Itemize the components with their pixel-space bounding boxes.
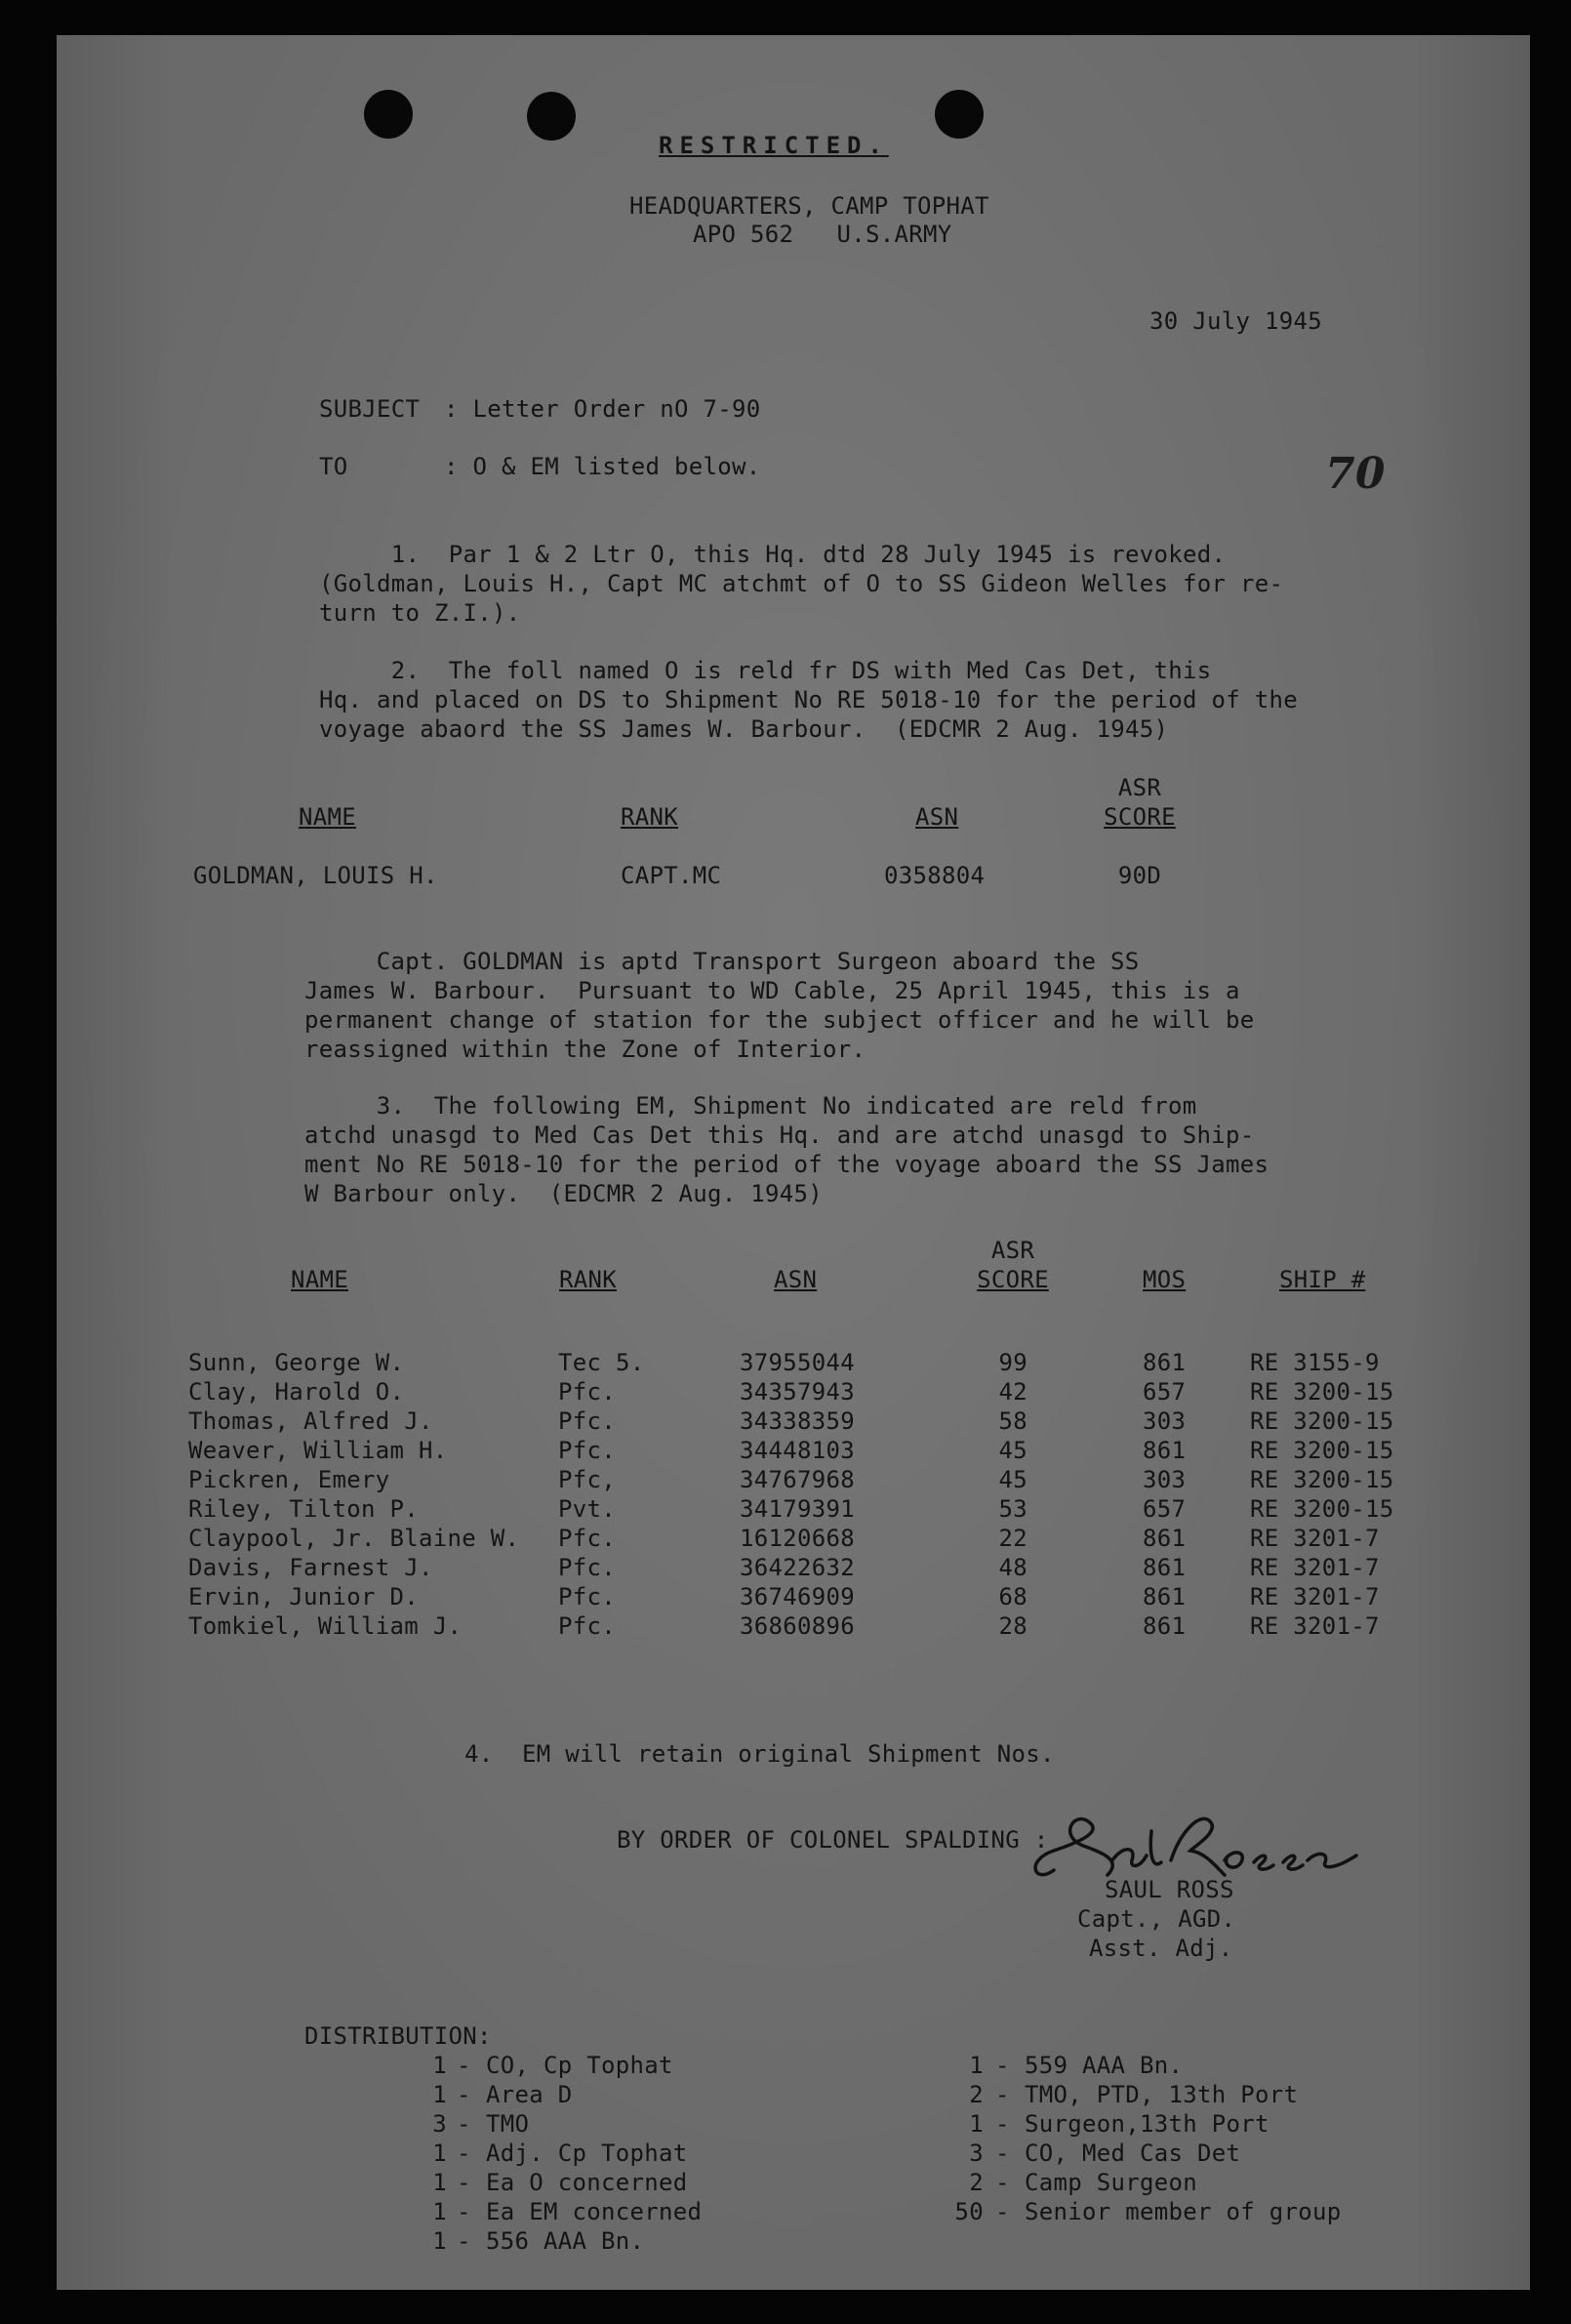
distribution-qty: 3 bbox=[432, 2110, 447, 2138]
column-header-mos: MOS bbox=[1143, 1266, 1187, 1293]
document-date: 30 July 1945 bbox=[1149, 307, 1322, 335]
enlisted-mos: 303 bbox=[1143, 1407, 1187, 1435]
classification-marking: RESTRICTED. bbox=[659, 132, 889, 159]
distribution-dash: - bbox=[995, 2081, 1010, 2108]
enlisted-name: Davis, Farnest J. bbox=[188, 1554, 433, 1581]
enlisted-name: Sunn, George W. bbox=[188, 1349, 405, 1376]
subject-value: : Letter Order nO 7-90 bbox=[444, 395, 761, 423]
enlisted-mos: 303 bbox=[1143, 1466, 1187, 1493]
column-header-asn: ASN bbox=[774, 1266, 818, 1293]
enlisted-asn: 34448103 bbox=[740, 1437, 855, 1464]
distribution-item: CO, Med Cas Det bbox=[1025, 2140, 1241, 2167]
distribution-qty: 2 bbox=[969, 2081, 984, 2108]
distribution-dash: - bbox=[457, 2110, 471, 2138]
distribution-dash: - bbox=[457, 2227, 471, 2255]
subject-label: SUBJECT bbox=[319, 395, 421, 423]
column-header-ship: SHIP # bbox=[1279, 1266, 1366, 1293]
enlisted-asr: 68 bbox=[998, 1583, 1027, 1610]
distribution-qty: 1 bbox=[969, 2052, 984, 2079]
enlisted-rank: Pfc. bbox=[558, 1437, 616, 1464]
enlisted-ship: RE 3200-15 bbox=[1250, 1437, 1394, 1464]
enlisted-ship: RE 3201-7 bbox=[1250, 1583, 1380, 1610]
enlisted-asn: 37955044 bbox=[740, 1349, 855, 1376]
distribution-qty: 1 bbox=[432, 2081, 447, 2108]
by-order-line: BY ORDER OF COLONEL SPALDING : bbox=[617, 1826, 1049, 1854]
distribution-item: Adj. Cp Tophat bbox=[486, 2140, 688, 2167]
enlisted-asr: 45 bbox=[998, 1437, 1027, 1464]
enlisted-ship: RE 3201-7 bbox=[1250, 1612, 1380, 1640]
paragraph-line: (Goldman, Louis H., Capt MC atchmt of O to SS Gideon Welles for re- bbox=[319, 570, 1284, 597]
column-header-asr: ASR bbox=[1117, 774, 1162, 801]
enlisted-asr: 45 bbox=[998, 1466, 1027, 1493]
enlisted-asr: 42 bbox=[998, 1378, 1027, 1406]
distribution-item: Area D bbox=[486, 2081, 573, 2108]
distribution-dash: - bbox=[457, 2198, 471, 2225]
paragraph-line: Capt. GOLDMAN is aptd Transport Surgeon aboard the SS bbox=[304, 948, 1140, 975]
enlisted-asn: 34767968 bbox=[740, 1466, 855, 1493]
punch-hole bbox=[527, 92, 576, 141]
distribution-qty: 3 bbox=[969, 2140, 984, 2167]
distribution-dash: - bbox=[995, 2052, 1010, 2079]
enlisted-mos: 657 bbox=[1143, 1378, 1187, 1406]
distribution-qty: 1 bbox=[432, 2140, 447, 2167]
paragraph-line: James W. Barbour. Pursuant to WD Cable, 25 April 1945, this is a bbox=[304, 977, 1240, 1004]
enlisted-ship: RE 3200-15 bbox=[1250, 1407, 1394, 1435]
distribution-qty: 1 bbox=[432, 2052, 447, 2079]
distribution-item: Ea O concerned bbox=[486, 2169, 688, 2196]
paragraph-4: 4. EM will retain original Shipment Nos. bbox=[464, 1740, 1055, 1768]
column-header-asn: ASN bbox=[915, 803, 959, 831]
enlisted-mos: 861 bbox=[1143, 1349, 1187, 1376]
signer-name: SAUL ROSS bbox=[1105, 1876, 1234, 1903]
officer-name: GOLDMAN, LOUIS H. bbox=[193, 862, 438, 889]
enlisted-rank: Tec 5. bbox=[558, 1349, 645, 1376]
paragraph-line: W Barbour only. (EDCMR 2 Aug. 1945) bbox=[304, 1180, 823, 1207]
enlisted-rank: Pvt. bbox=[558, 1495, 616, 1523]
signer-role: Asst. Adj. bbox=[1089, 1935, 1233, 1962]
enlisted-mos: 861 bbox=[1143, 1612, 1187, 1640]
paragraph-line: reassigned within the Zone of Interior. bbox=[304, 1036, 866, 1063]
enlisted-name: Riley, Tilton P. bbox=[188, 1495, 419, 1523]
enlisted-name: Tomkiel, William J. bbox=[188, 1612, 463, 1640]
distribution-dash: - bbox=[995, 2169, 1010, 2196]
distribution-dash: - bbox=[995, 2110, 1010, 2138]
enlisted-name: Clay, Harold O. bbox=[188, 1378, 405, 1406]
enlisted-asn: 34338359 bbox=[740, 1407, 855, 1435]
distribution-label: DISTRIBUTION: bbox=[304, 2022, 492, 2050]
paragraph-line: 3. The following EM, Shipment No indicated are reld from bbox=[304, 1092, 1197, 1120]
column-header-name: NAME bbox=[291, 1266, 348, 1293]
enlisted-rank: Pfc, bbox=[558, 1466, 616, 1493]
paragraph-line: permanent change of station for the subject officer and he will be bbox=[304, 1006, 1255, 1034]
enlisted-name: Thomas, Alfred J. bbox=[188, 1407, 433, 1435]
enlisted-asr: 53 bbox=[998, 1495, 1027, 1523]
enlisted-rank: Pfc. bbox=[558, 1525, 616, 1552]
officer-rank: CAPT.MC bbox=[621, 862, 722, 889]
punch-hole bbox=[935, 90, 984, 139]
enlisted-ship: RE 3155-9 bbox=[1250, 1349, 1380, 1376]
paragraph-line: atchd unasgd to Med Cas Det this Hq. and are atchd unasgd to Ship- bbox=[304, 1121, 1255, 1149]
enlisted-name: Weaver, William H. bbox=[188, 1437, 448, 1464]
enlisted-ship: RE 3200-15 bbox=[1250, 1466, 1394, 1493]
distribution-item: Ea EM concerned bbox=[486, 2198, 703, 2225]
enlisted-asn: 36860896 bbox=[740, 1612, 855, 1640]
column-header-rank: RANK bbox=[559, 1266, 617, 1293]
distribution-qty: 1 bbox=[432, 2169, 447, 2196]
enlisted-asr: 28 bbox=[998, 1612, 1027, 1640]
enlisted-name: Claypool, Jr. Blaine W. bbox=[188, 1525, 520, 1552]
column-header-name: NAME bbox=[299, 803, 356, 831]
distribution-item: Surgeon,13th Port bbox=[1025, 2110, 1269, 2138]
distribution-dash: - bbox=[457, 2140, 471, 2167]
officer-asr: 90D bbox=[1117, 862, 1162, 889]
enlisted-rank: Pfc. bbox=[558, 1612, 616, 1640]
enlisted-rank: Pfc. bbox=[558, 1583, 616, 1610]
paragraph-line: 2. The foll named O is reld fr DS with Med Cas Det, this bbox=[319, 657, 1212, 684]
enlisted-asr: 99 bbox=[998, 1349, 1027, 1376]
distribution-qty: 50 bbox=[954, 2198, 984, 2225]
paragraph-line: Hq. and placed on DS to Shipment No RE 5018-10 for the period of the bbox=[319, 686, 1298, 714]
to-label: TO bbox=[319, 453, 348, 480]
distribution-dash: - bbox=[995, 2140, 1010, 2167]
distribution-qty: 2 bbox=[969, 2169, 984, 2196]
document-page bbox=[57, 35, 1530, 2290]
distribution-dash: - bbox=[457, 2169, 471, 2196]
page-number-mark: 70 bbox=[1325, 449, 1386, 499]
enlisted-rank: Pfc. bbox=[558, 1378, 616, 1406]
distribution-qty: 1 bbox=[432, 2227, 447, 2255]
enlisted-mos: 861 bbox=[1143, 1437, 1187, 1464]
enlisted-ship: RE 3201-7 bbox=[1250, 1554, 1380, 1581]
header-line-2: APO 562 U.S.ARMY bbox=[693, 221, 952, 248]
distribution-item: TMO bbox=[486, 2110, 530, 2138]
enlisted-asr: 22 bbox=[998, 1525, 1027, 1552]
column-header-asr: ASR bbox=[990, 1237, 1035, 1264]
distribution-dash: - bbox=[457, 2052, 471, 2079]
column-header-score: SCORE bbox=[977, 1266, 1049, 1293]
paragraph-line: ment No RE 5018-10 for the period of the voyage aboard the SS James bbox=[304, 1151, 1269, 1178]
enlisted-mos: 861 bbox=[1143, 1525, 1187, 1552]
distribution-item: TMO, PTD, 13th Port bbox=[1025, 2081, 1299, 2108]
header-line-1: HEADQUARTERS, CAMP TOPHAT bbox=[629, 192, 989, 220]
enlisted-asn: 36746909 bbox=[740, 1583, 855, 1610]
enlisted-rank: Pfc. bbox=[558, 1554, 616, 1581]
distribution-dash: - bbox=[995, 2198, 1010, 2225]
enlisted-asn: 16120668 bbox=[740, 1525, 855, 1552]
signer-title: Capt., AGD. bbox=[1077, 1905, 1236, 1933]
distribution-item: 556 AAA Bn. bbox=[486, 2227, 645, 2255]
column-header-rank: RANK bbox=[621, 803, 678, 831]
enlisted-mos: 861 bbox=[1143, 1554, 1187, 1581]
punch-hole bbox=[364, 90, 413, 139]
enlisted-asn: 34357943 bbox=[740, 1378, 855, 1406]
distribution-dash: - bbox=[457, 2081, 471, 2108]
enlisted-asn: 36422632 bbox=[740, 1554, 855, 1581]
enlisted-ship: RE 3200-15 bbox=[1250, 1495, 1394, 1523]
distribution-item: Senior member of group bbox=[1025, 2198, 1342, 2225]
enlisted-asr: 58 bbox=[998, 1407, 1027, 1435]
distribution-item: CO, Cp Tophat bbox=[486, 2052, 673, 2079]
paragraph-line: turn to Z.I.). bbox=[319, 599, 521, 627]
column-header-score: SCORE bbox=[1104, 803, 1176, 831]
enlisted-name: Pickren, Emery bbox=[188, 1466, 390, 1493]
enlisted-asr: 48 bbox=[998, 1554, 1027, 1581]
distribution-item: Camp Surgeon bbox=[1025, 2169, 1197, 2196]
enlisted-asn: 34179391 bbox=[740, 1495, 855, 1523]
enlisted-ship: RE 3200-15 bbox=[1250, 1378, 1394, 1406]
distribution-item: 559 AAA Bn. bbox=[1025, 2052, 1184, 2079]
enlisted-name: Ervin, Junior D. bbox=[188, 1583, 419, 1610]
paragraph-line: voyage abaord the SS James W. Barbour. (EDCMR 2 Aug. 1945) bbox=[319, 715, 1169, 743]
to-value: : O & EM listed below. bbox=[444, 453, 761, 480]
distribution-qty: 1 bbox=[432, 2198, 447, 2225]
enlisted-rank: Pfc. bbox=[558, 1407, 616, 1435]
distribution-qty: 1 bbox=[969, 2110, 984, 2138]
enlisted-ship: RE 3201-7 bbox=[1250, 1525, 1380, 1552]
officer-asn: 0358804 bbox=[884, 862, 986, 889]
enlisted-mos: 861 bbox=[1143, 1583, 1187, 1610]
paragraph-line: 1. Par 1 & 2 Ltr O, this Hq. dtd 28 July 1945 is revoked. bbox=[319, 541, 1227, 568]
enlisted-mos: 657 bbox=[1143, 1495, 1187, 1523]
